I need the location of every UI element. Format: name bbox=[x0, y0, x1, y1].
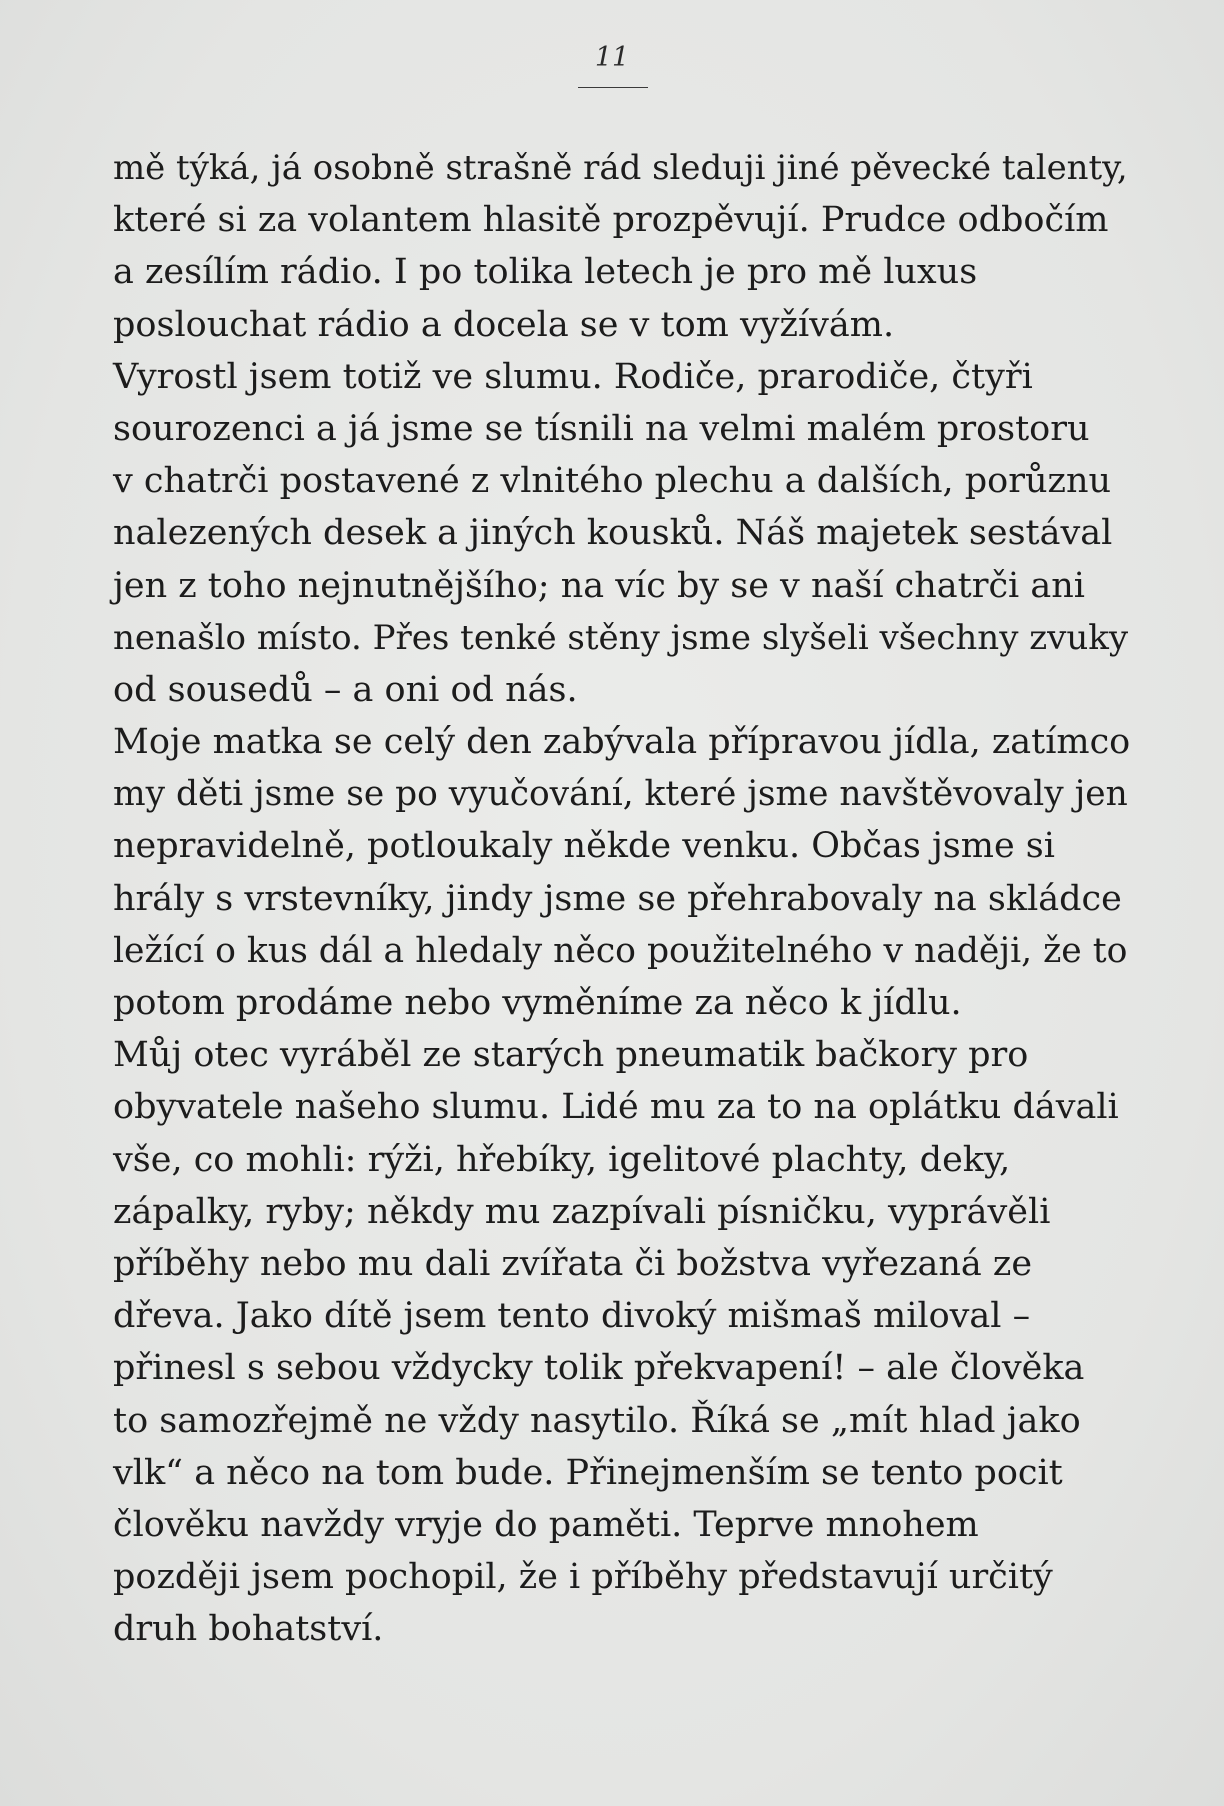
page-number-rule bbox=[578, 87, 648, 88]
text-line: od sousedů – a oni od nás. bbox=[113, 669, 578, 710]
text-line: ležící o kus dál a hledaly něco použitelného v naději, že to bbox=[113, 930, 1128, 971]
text-line: člověku navždy vryje do paměti. Teprve mnohem bbox=[113, 1504, 979, 1545]
text-line: vše, co mohli: rýži, hřebíky, igelitové plachty, deky, bbox=[113, 1139, 1011, 1180]
text-line: v chatrči postavené z vlnitého plechu a dalších, porůznu bbox=[113, 461, 1112, 502]
text-line: jen z toho nejnutnějšího; na víc by se v naší chatrči ani bbox=[113, 565, 1085, 606]
text-line: Moje matka se celý den zabývala přípravou jídla, zatímco bbox=[113, 722, 1131, 763]
text-line: nenašlo místo. Přes tenké stěny jsme slyšeli všechny zvuky bbox=[113, 617, 1129, 658]
text-line: mě týká, já osobně strašně rád sleduji jiné pěvecké talenty, bbox=[113, 148, 1128, 188]
text-line: dřeva. Jako dítě jsem tento divoký mišmaš miloval – bbox=[113, 1296, 1031, 1337]
text-line: příběhy nebo mu dali zvířata či božstva vyřezaná ze bbox=[113, 1243, 1033, 1284]
page-number: 11 bbox=[594, 42, 630, 73]
text-line: později jsem pochopil, že i příběhy představují určitý bbox=[113, 1557, 1053, 1598]
text-line: my děti jsme se po vyučování, které jsme navštěvovaly jen bbox=[113, 774, 1128, 815]
text-line: nepravidelně, potloukaly někde venku. Občas jsme si bbox=[113, 826, 1055, 867]
body-text bbox=[113, 142, 1133, 1655]
text-line: obyvatele našeho slumu. Lidé mu za to na oplátku dávali bbox=[113, 1087, 1119, 1128]
text-line: vlk“ a něco na tom bude. Přinejmenším se tento pocit bbox=[113, 1452, 1063, 1493]
text-line: hrály s vrstevníky, jindy jsme se přehrabovaly na skládce bbox=[113, 878, 1122, 919]
text-line: potom prodáme nebo vyměníme za něco k jídlu. bbox=[113, 983, 962, 1023]
text-line: nalezených desek a jiných kousků. Náš majetek sestával bbox=[113, 513, 1113, 554]
text-line: sourozenci a já jsme se tísnili na velmi malém prostoru bbox=[113, 408, 1090, 449]
text-line: které si za volantem hlasitě prozpěvují. Prudce odbočím bbox=[113, 200, 1109, 241]
text-line: Můj otec vyráběl ze starých pneumatik bačkory pro bbox=[113, 1035, 1029, 1076]
text-line: to samozřejmě ne vždy nasytilo. Říká se „mít hlad jako bbox=[113, 1400, 1081, 1441]
text-line: Vyrostl jsem totiž ve slumu. Rodiče, prarodiče, čtyři bbox=[113, 356, 1033, 397]
text-line: druh bohatství. bbox=[113, 1609, 384, 1650]
text-line: přinesl s sebou vždycky tolik překvapení! – ale člověka bbox=[113, 1348, 1085, 1389]
text-line: zápalky, ryby; někdy mu zazpívali písničku, vyprávěli bbox=[113, 1191, 1051, 1232]
text-line: a zesílím rádio. I po tolika letech je pro mě luxus bbox=[113, 252, 978, 293]
text-line: poslouchat rádio a docela se v tom vyžívám. bbox=[113, 304, 895, 345]
